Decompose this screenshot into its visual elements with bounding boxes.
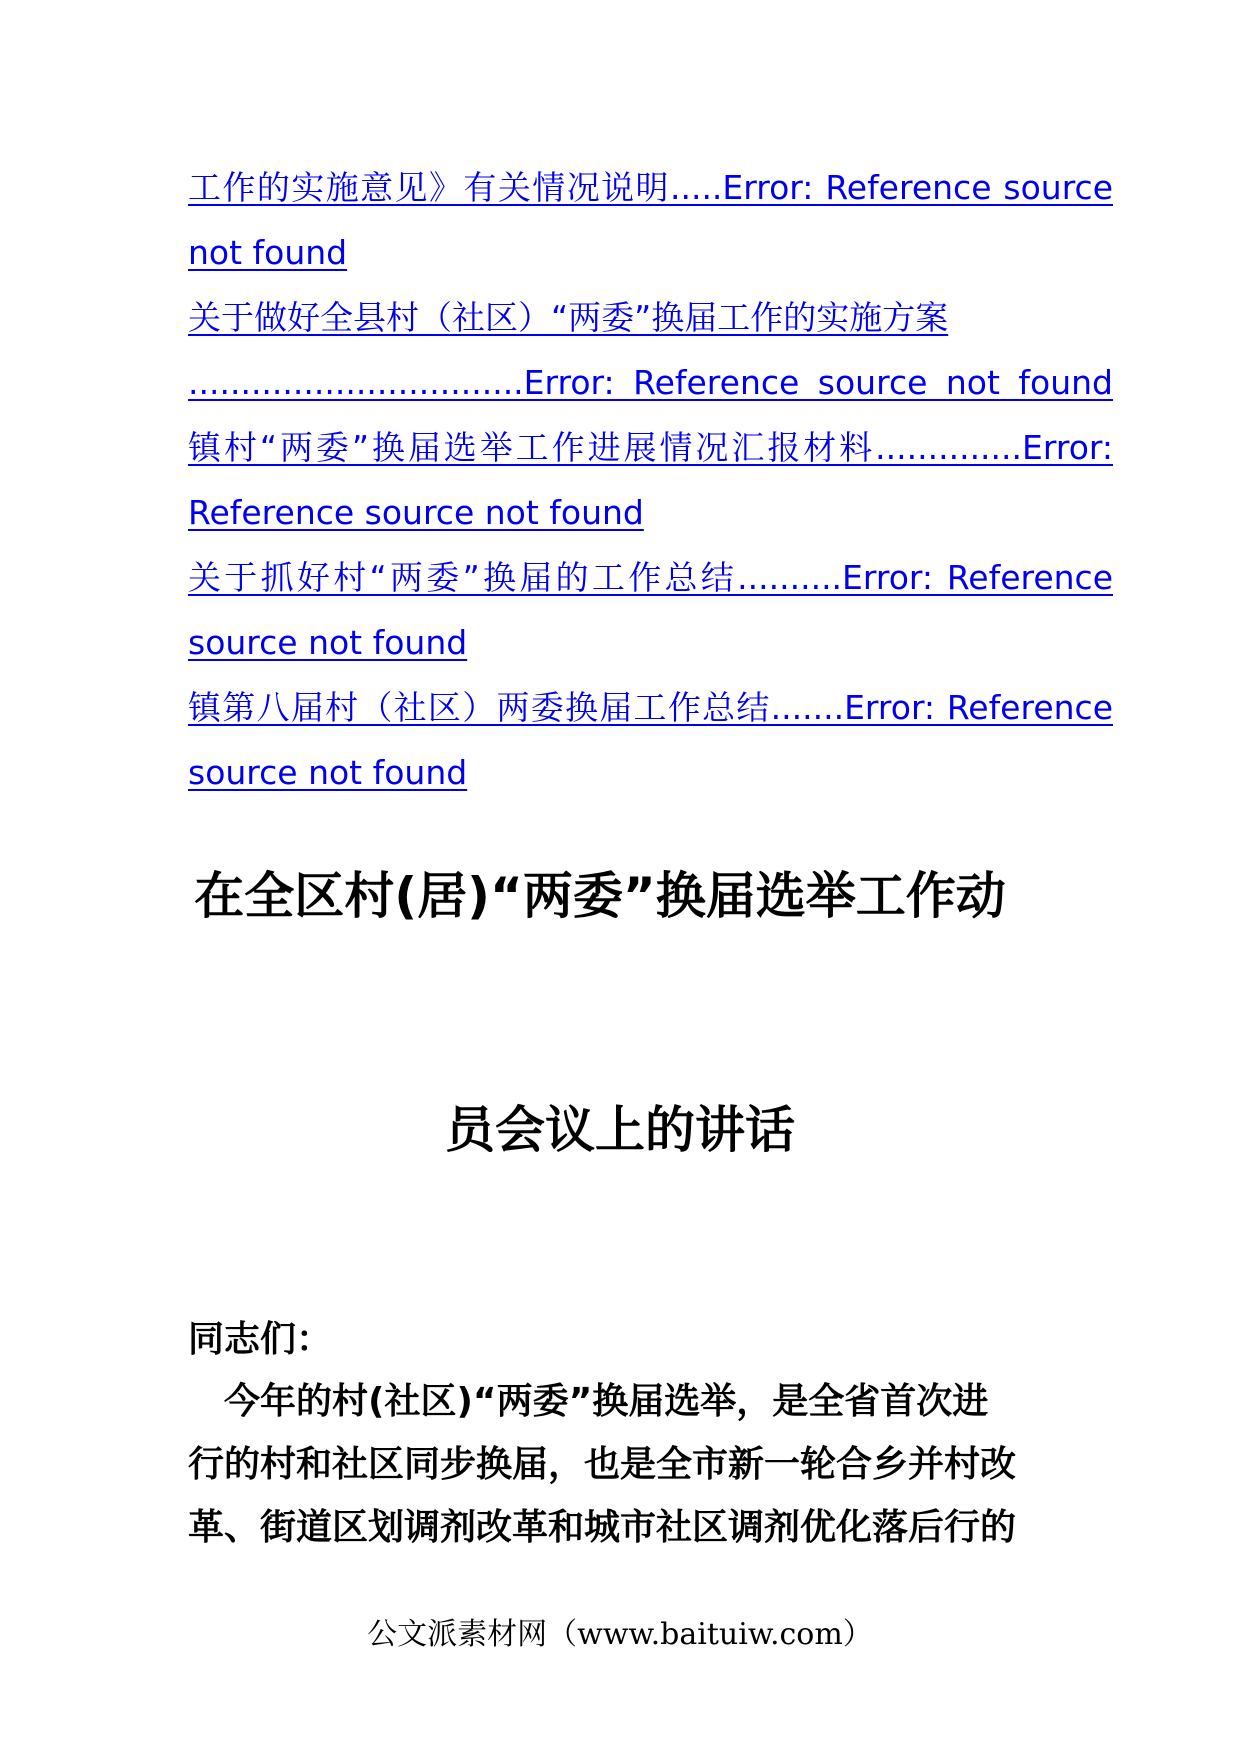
table-of-contents [188,155,1113,805]
document-title-line-2: 员会议上的讲话 [445,1101,795,1159]
toc-entry[interactable] [188,675,1113,805]
toc-entry[interactable] [188,155,1113,285]
toc-link[interactable]: 镇村“两委”换届选举工作进展情况汇报材料..............Error: [188,428,1113,467]
document-title-line-1: 在全区村(居)“两委”换届选举工作动 [194,867,1006,925]
toc-link[interactable]: source not found [188,623,468,662]
toc-entry[interactable] [188,545,1113,675]
paragraph-line: 行的村和社区同步换届，也是全市新一轮合乡并村改 [188,1444,1017,1485]
toc-link[interactable]: ................................Error: Reference source not found [188,363,1113,402]
toc-link[interactable]: Reference source not found [188,493,644,532]
toc-link[interactable]: 关于抓好村“两委”换届的工作总结..........Error: Reference [188,558,1113,597]
paragraph-line: 革、街道区划调剂改革和城市社区调剂优化落后行的 [188,1507,1017,1548]
page-footer: 公文派素材网（www.baituiw.com） [367,1617,873,1652]
toc-link[interactable]: 工作的实施意见》有关情况说明.....Error: Reference source [188,168,1113,207]
toc-link[interactable]: not found [188,233,348,272]
toc-link[interactable]: 镇第八届村（社区）两委换届工作总结.......Error: Reference [188,688,1113,727]
toc-entry[interactable] [188,285,1113,415]
salutation: 同志们： [188,1319,333,1360]
toc-link[interactable]: 关于做好全县村（社区）“两委”换届工作的实施方案 [188,298,949,337]
body-paragraph [188,1370,1068,1559]
paragraph-line: 今年的村(社区)“两委”换届选举，是全省首次进 [224,1381,989,1422]
toc-link[interactable]: source not found [188,753,468,792]
toc-entry[interactable] [188,415,1113,545]
